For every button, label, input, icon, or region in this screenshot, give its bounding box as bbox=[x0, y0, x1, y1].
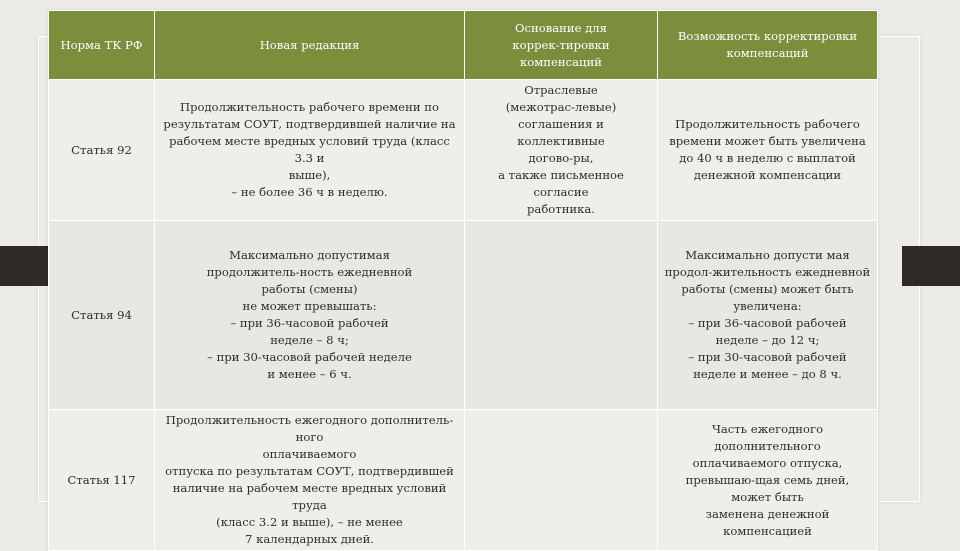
table-row bbox=[49, 80, 878, 221]
header-basis: Основание для коррек-тировки компенсаций bbox=[465, 11, 658, 80]
table-header-row bbox=[49, 11, 878, 80]
left-accent-bar bbox=[0, 246, 48, 286]
cell-basis bbox=[465, 221, 658, 410]
right-accent-bar bbox=[902, 246, 960, 286]
cell-new-edition: Максимально допустимая продолжитель-ность ежедневной работы (смены) не может превышать: – при 36-часовой рабочей неделе – 8 ч; – при 30-часовой рабочей неделе и менее – 6 ч. bbox=[155, 221, 465, 410]
norms-comparison-table bbox=[48, 10, 878, 551]
header-possibility: Возможность корректировки компенсаций bbox=[658, 11, 878, 80]
cell-article: Статья 94 bbox=[49, 221, 155, 410]
cell-possibility: Продолжительность рабочего времени может быть увеличена до 40 ч в неделю с выплатой денежной компенсации bbox=[658, 80, 878, 221]
cell-new-edition: Продолжительность рабочего времени по результатам СОУТ, подтвердившей наличие на рабочем месте вредных условий труда (класс 3.3 и выше), – не более 36 ч в неделю. bbox=[155, 80, 465, 221]
header-norm: Норма ТК РФ bbox=[49, 11, 155, 80]
table-row bbox=[49, 410, 878, 551]
cell-basis: Отраслевые (межотрас-левые) соглашения и коллективные догово-ры, а также письменное согласие работника. bbox=[465, 80, 658, 221]
cell-article: Статья 92 bbox=[49, 80, 155, 221]
header-new-edition: Новая редакция bbox=[155, 11, 465, 80]
cell-article: Статья 117 bbox=[49, 410, 155, 551]
cell-new-edition: Продолжительность ежегодного дополнитель-ного оплачиваемого отпуска по результатам СОУТ, подтвердившей наличие на рабочем месте вредных условий труда (класс 3.2 и выше), – не менее 7 календарных дней. bbox=[155, 410, 465, 551]
cell-basis bbox=[465, 410, 658, 551]
cell-possibility: Максимально допусти мая продол-жительность ежедневной работы (смены) может быть увеличена: – при 36-часовой рабочей неделе – до 12 ч; – при 30-часовой рабочей неделе и менее – до 8 ч. bbox=[658, 221, 878, 410]
table-row bbox=[49, 221, 878, 410]
cell-possibility: Часть ежегодного дополнительного оплачиваемого отпуска, превышаю-щая семь дней, может быть заменена денежной компенсацией bbox=[658, 410, 878, 551]
